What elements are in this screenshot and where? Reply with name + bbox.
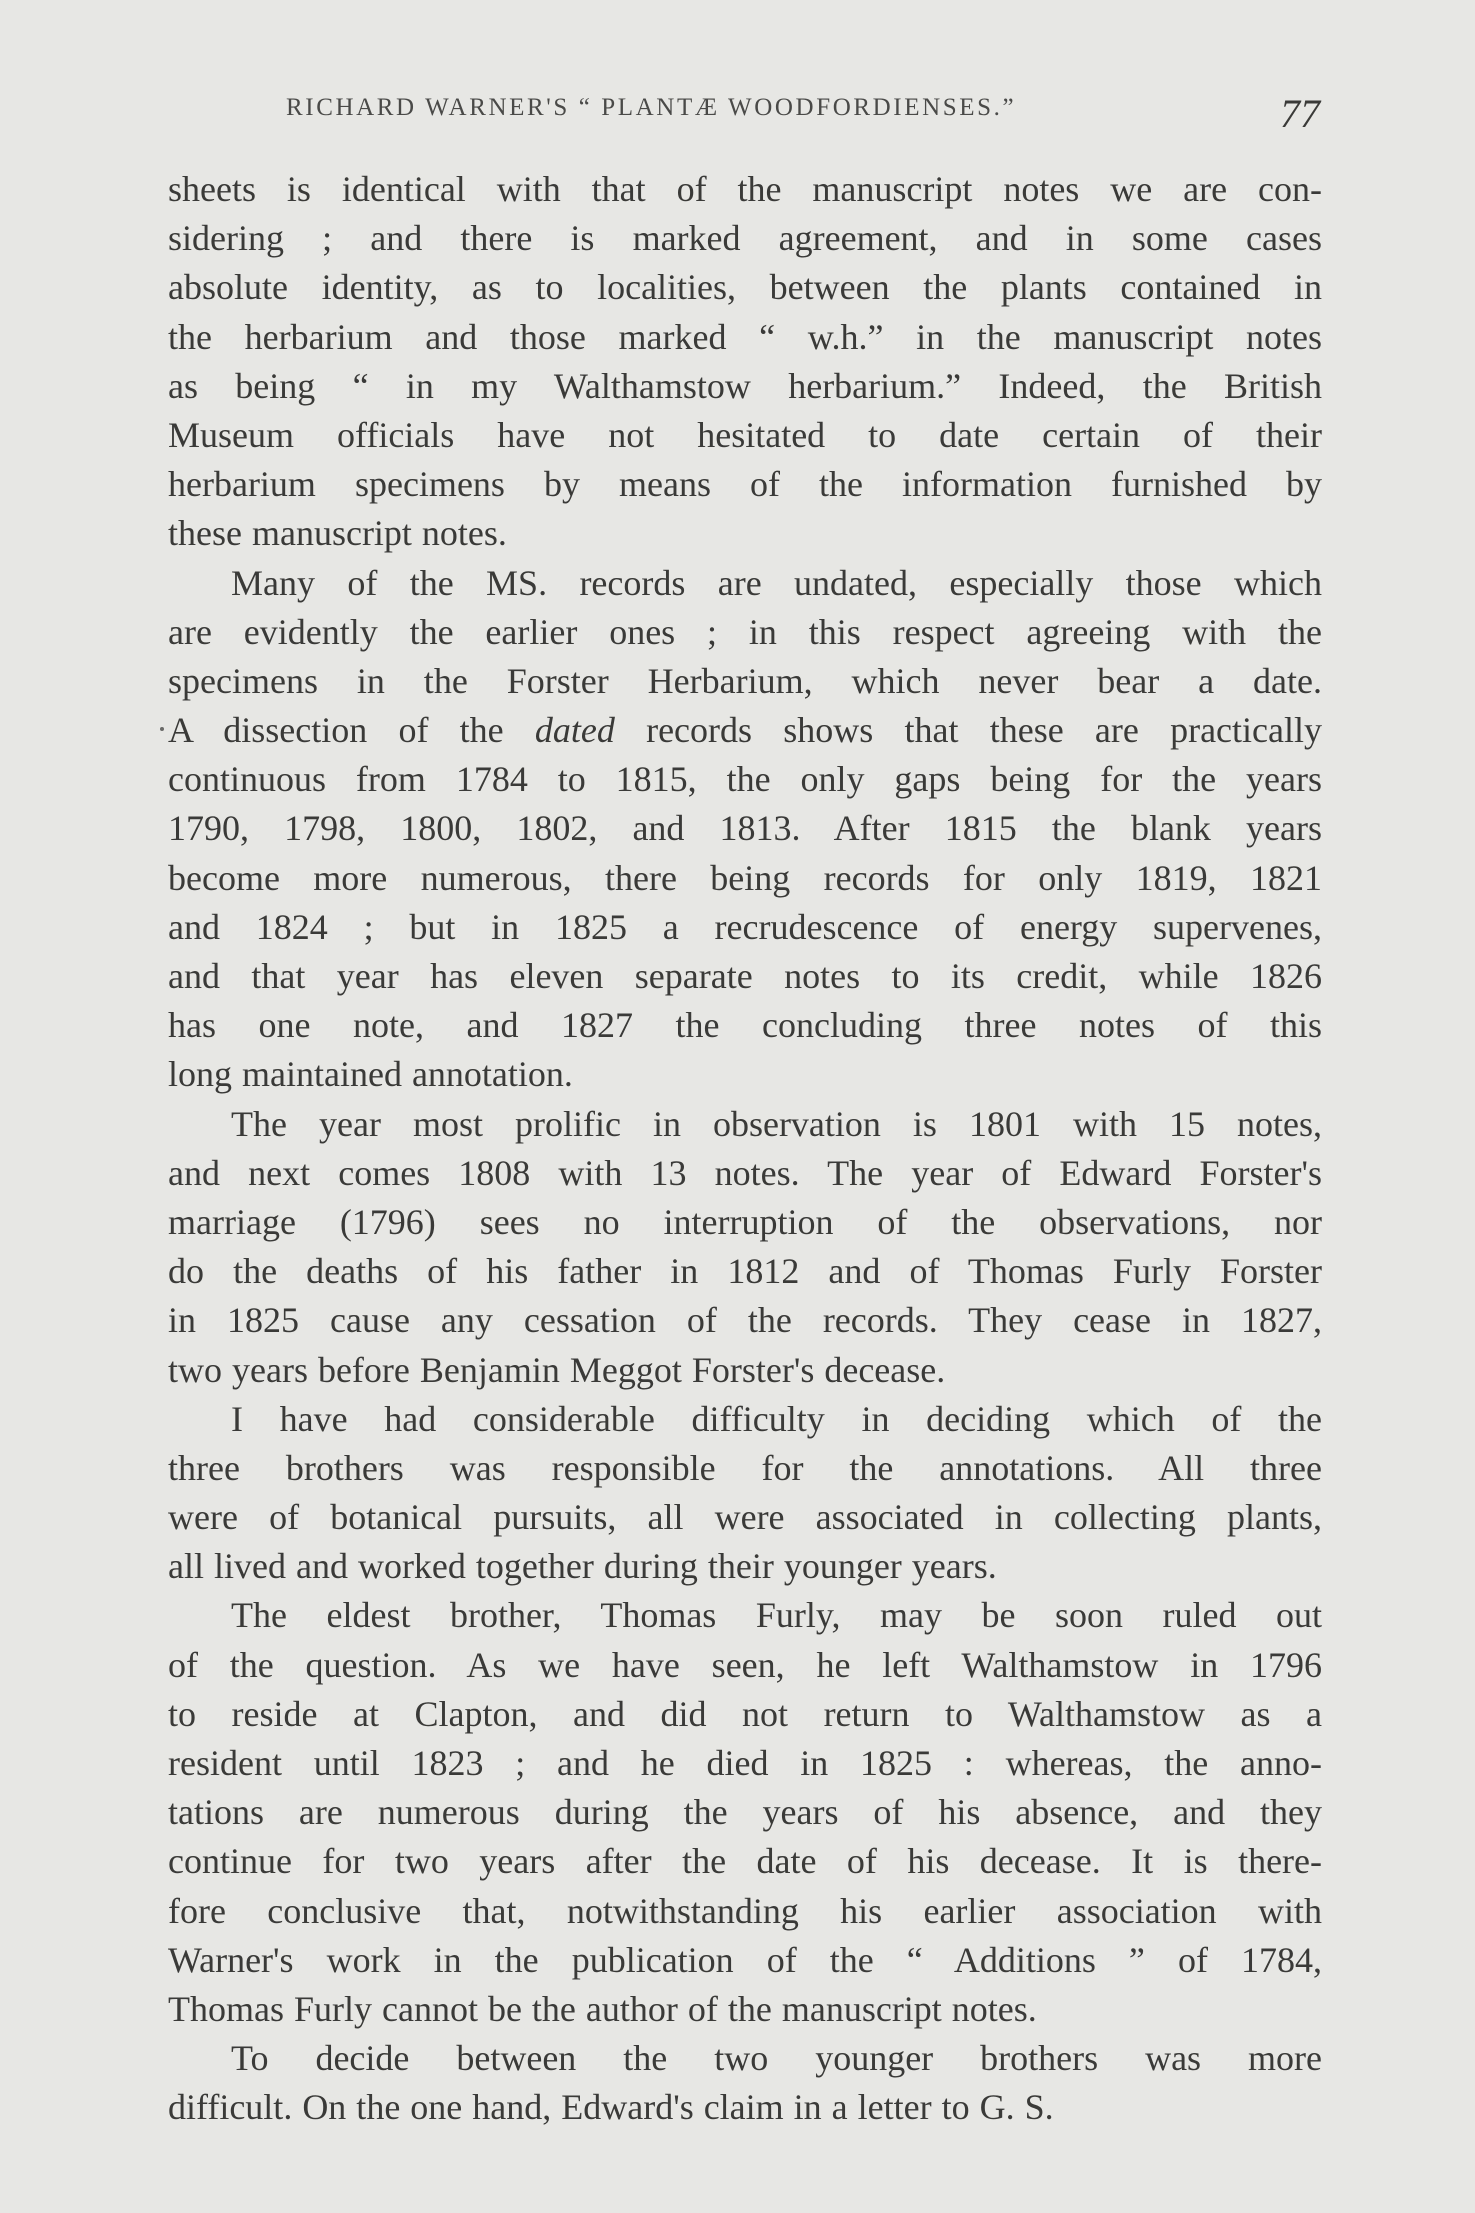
text-line: are evidently the earlier ones ; in this respect agreeing with the (168, 611, 1322, 652)
text-line: all lived and worked together during their younger years. (168, 1546, 997, 1587)
text-line: and next comes 1808 with 13 notes. The year of Edward Forster's (168, 1152, 1322, 1193)
text-line: I have had considerable difficulty in deciding which of the (231, 1398, 1322, 1439)
paragraph (168, 165, 1322, 559)
text-line: long maintained annotation. (168, 1054, 573, 1095)
text-line: as being “ in my Walthamstow herbarium.” Indeed, the British (168, 365, 1322, 406)
text-line: specimens in the Forster Herbarium, which never bear a date. (168, 660, 1322, 701)
margin-mark (160, 727, 164, 731)
emphasis: dated (534, 710, 615, 751)
text-line: continuous from 1784 to 1815, the only gaps being for the years (168, 759, 1322, 800)
text-line: become more numerous, there being records for only 1819, 1821 (168, 857, 1322, 898)
text-line: difficult. On the one hand, Edward's claim in a letter to G. S. (168, 2087, 1054, 2128)
text-line: Warner's work in the publication of the “ Additions ” of 1784, (168, 1939, 1322, 1980)
text-line: two years before Benjamin Meggot Forster's decease. (168, 1349, 946, 1390)
text-line: continue for two years after the date of his decease. It is there- (168, 1841, 1322, 1882)
text-line: sheets is identical with that of the manuscript notes we are con- (168, 169, 1322, 209)
text-line: A dissection of the dated records shows that these are practically (168, 710, 1322, 751)
text-line: three brothers was responsible for the annotations. All three (168, 1447, 1322, 1488)
page-number: 77 (1280, 91, 1320, 136)
text-line: tations are numerous during the years of his absence, and they (168, 1792, 1322, 1833)
paragraph (168, 559, 1322, 1100)
text-line: and that year has eleven separate notes to its credit, while 1826 (168, 956, 1322, 996)
text-line: Thomas Furly cannot be the author of the manuscript notes. (168, 1988, 1037, 2029)
paragraph (168, 2034, 1322, 2132)
text-line: do the deaths of his father in 1812 and of Thomas Furly Forster (168, 1251, 1322, 1292)
text-line: The eldest brother, Thomas Furly, may be soon ruled out (231, 1595, 1322, 1636)
text-line: has one note, and 1827 the concluding three notes of this (168, 1005, 1322, 1046)
text-line: and 1824 ; but in 1825 a recrudescence of energy supervenes, (168, 906, 1322, 947)
text-line: resident until 1823 ; and he died in 1825 : whereas, the anno- (168, 1743, 1322, 1783)
text-line: The year most prolific in observation is 1801 with 15 notes, (231, 1103, 1322, 1144)
text-line: the herbarium and those marked “ w.h.” in the manuscript notes (168, 316, 1322, 357)
running-head: RICHARD WARNER'S “ PLANTÆ WOODFORDIENSES.” (286, 94, 1017, 121)
text-line: herbarium specimens by means of the information furnished by (168, 464, 1322, 505)
text-line: marriage (1796) sees no interruption of the observations, nor (168, 1201, 1322, 1242)
text-line: fore conclusive that, notwithstanding his earlier association with (168, 1890, 1322, 1931)
paragraph (168, 1100, 1322, 1395)
text-line: Museum officials have not hesitated to date certain of their (168, 414, 1322, 455)
text-line: Many of the MS. records are undated, especially those which (231, 562, 1322, 603)
text-line: 1790, 1798, 1800, 1802, and 1813. After 1815 the blank years (168, 808, 1322, 849)
paragraph (168, 1591, 1322, 2034)
paragraph (168, 1395, 1322, 1592)
text-line: of the question. As we have seen, he left Walthamstow in 1796 (168, 1644, 1322, 1685)
text-line: To decide between the two younger brothers was more (231, 2038, 1322, 2079)
text-line: these manuscript notes. (168, 513, 507, 554)
text-line: to reside at Clapton, and did not return to Walthamstow as a (168, 1693, 1322, 1734)
text-line: absolute identity, as to localities, between the plants contained in (168, 267, 1322, 308)
body-text (168, 165, 1322, 2133)
text-line: were of botanical pursuits, all were associated in collecting plants, (168, 1497, 1322, 1538)
text-line: in 1825 cause any cessation of the records. They cease in 1827, (168, 1300, 1322, 1341)
text-line: sidering ; and there is marked agreement, and in some cases (168, 218, 1322, 259)
